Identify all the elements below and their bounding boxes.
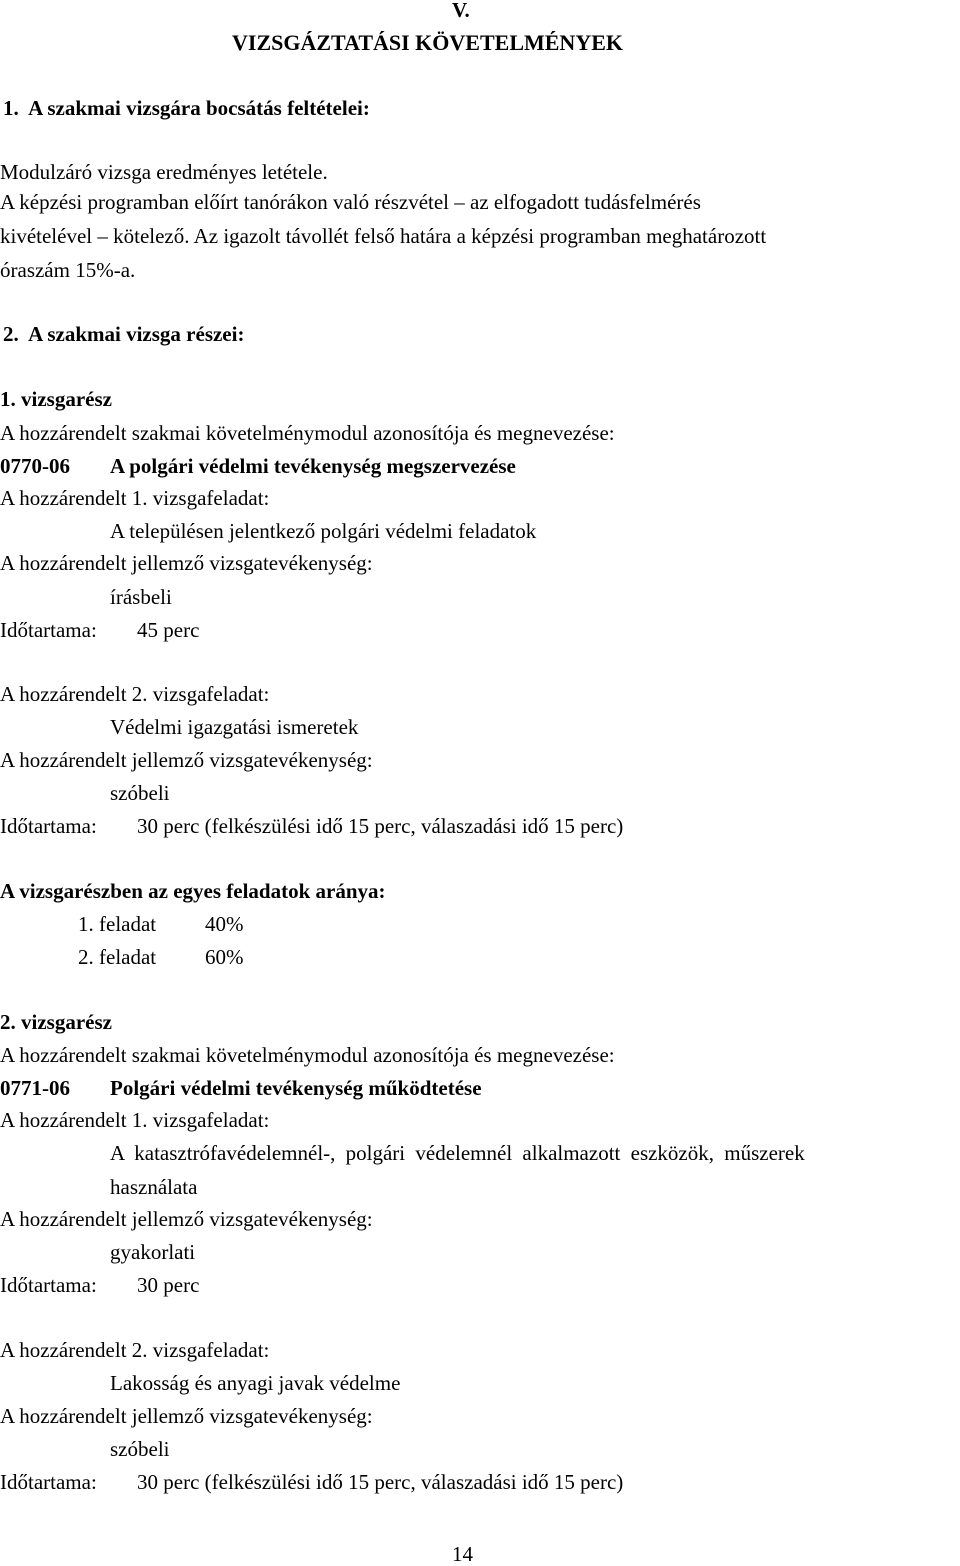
part1-task1-label: A hozzárendelt 1. vizsgafeladat: bbox=[0, 486, 270, 510]
ratio-row-1-label: 1. feladat bbox=[78, 912, 157, 936]
part2-task1-activity: gyakorlati bbox=[110, 1240, 196, 1264]
part2-task2-duration-label: Időtartama: bbox=[0, 1470, 97, 1494]
ratio-heading: A vizsgarészben az egyes feladatok aránya: bbox=[0, 879, 386, 903]
exam-part-2-title: 2. vizsgarész bbox=[0, 1010, 112, 1034]
part1-task1-duration-label: Időtartama: bbox=[0, 618, 97, 642]
part1-task2-label: A hozzárendelt 2. vizsgafeladat: bbox=[0, 682, 270, 706]
exam-part-2-module-label: A hozzárendelt szakmai követelménymodul azonosítója és megnevezése: bbox=[0, 1043, 615, 1067]
chapter-number: V. bbox=[452, 0, 470, 22]
admission-line-1: Modulzáró vizsga eredményes letétele. bbox=[0, 160, 328, 184]
exam-part-1-title: 1. vizsgarész bbox=[0, 387, 112, 411]
admission-line-3: kivételével – kötelező. Az igazolt távollét felső határa a képzési programban meghatározott bbox=[0, 224, 767, 248]
part1-task1-activity-label: A hozzárendelt jellemző vizsgatevékenység: bbox=[0, 551, 373, 575]
ratio-row-2-label: 2. feladat bbox=[78, 945, 157, 969]
part2-task1-name-line2: használata bbox=[110, 1175, 198, 1199]
part2-task2-duration: 30 perc (felkészülési idő 15 perc, válaszadási idő 15 perc) bbox=[137, 1470, 624, 1494]
part2-task2-activity-label: A hozzárendelt jellemző vizsgatevékenység: bbox=[0, 1404, 373, 1428]
part1-task1-activity: írásbeli bbox=[110, 585, 172, 609]
ratio-row-1-value: 40% bbox=[205, 912, 244, 936]
exam-part-1-module-label: A hozzárendelt szakmai követelménymodul azonosítója és megnevezése: bbox=[0, 421, 615, 445]
part1-task2-duration: 30 perc (felkészülési idő 15 perc, válaszadási idő 15 perc) bbox=[137, 814, 624, 838]
admission-line-2: A képzési programban előírt tanórákon való részvétel – az elfogadott tudásfelmérés bbox=[0, 190, 701, 214]
part2-task1-label: A hozzárendelt 1. vizsgafeladat: bbox=[0, 1108, 270, 1132]
exam-part-1-module-name: A polgári védelmi tevékenység megszervezése bbox=[110, 454, 516, 478]
page-number: 14 bbox=[452, 1542, 473, 1566]
admission-line-4: óraszám 15%-a. bbox=[0, 258, 136, 282]
exam-part-2-module-name: Polgári védelmi tevékenység működtetése bbox=[110, 1076, 482, 1100]
part1-task2-name: Védelmi igazgatási ismeretek bbox=[110, 715, 359, 739]
section-heading-admission: 1. A szakmai vizsgára bocsátás feltételei: bbox=[3, 96, 370, 120]
part2-task2-activity: szóbeli bbox=[110, 1437, 170, 1461]
page-title: VIZSGÁZTATÁSI KÖVETELMÉNYEK bbox=[232, 30, 623, 55]
section-heading-parts: 2. A szakmai vizsga részei: bbox=[3, 322, 245, 346]
part2-task1-duration-label: Időtartama: bbox=[0, 1273, 97, 1297]
part2-task2-label: A hozzárendelt 2. vizsgafeladat: bbox=[0, 1338, 270, 1362]
exam-part-1-module-code: 0770-06 bbox=[0, 454, 70, 478]
part1-task2-duration-label: Időtartama: bbox=[0, 814, 97, 838]
part1-task2-activity-label: A hozzárendelt jellemző vizsgatevékenység: bbox=[0, 748, 373, 772]
part2-task1-name-line1: A katasztrófavédelemnél-, polgári védelemnél alkalmazott eszközök, műszerek bbox=[110, 1141, 805, 1165]
part1-task1-duration: 45 perc bbox=[137, 618, 200, 642]
ratio-row-2-value: 60% bbox=[205, 945, 244, 969]
exam-part-2-module-code: 0771-06 bbox=[0, 1076, 70, 1100]
part1-task1-name: A településen jelentkező polgári védelmi feladatok bbox=[110, 519, 537, 543]
part2-task1-duration: 30 perc bbox=[137, 1273, 200, 1297]
part2-task2-name: Lakosság és anyagi javak védelme bbox=[110, 1371, 401, 1395]
part2-task1-activity-label: A hozzárendelt jellemző vizsgatevékenység: bbox=[0, 1207, 373, 1231]
part1-task2-activity: szóbeli bbox=[110, 781, 170, 805]
